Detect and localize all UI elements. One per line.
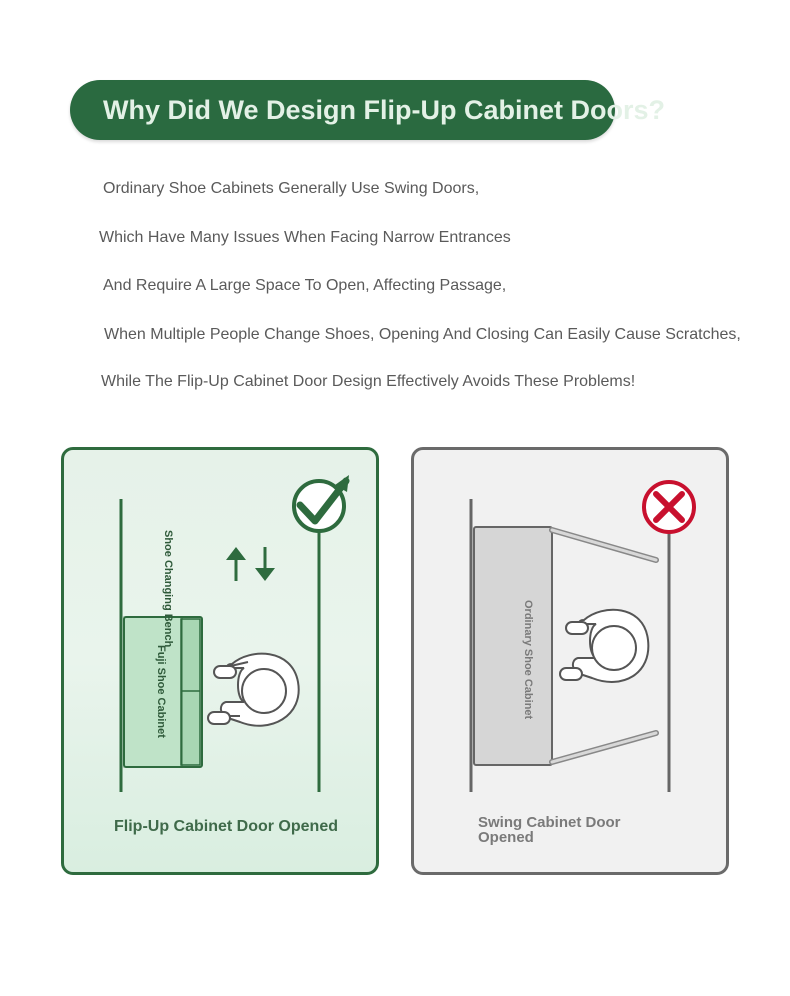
intro-line-2: Which Have Many Issues When Facing Narrow Entrances <box>99 229 511 246</box>
check-icon <box>294 475 349 531</box>
page-title: Why Did We Design Flip-Up Cabinet Doors? <box>103 95 666 125</box>
flip-up-illustration <box>121 475 349 792</box>
cross-icon <box>644 482 694 532</box>
swing-door-illustration <box>471 482 694 792</box>
flip-up-caption: Flip-Up Cabinet Door Opened <box>114 818 338 835</box>
person-icon <box>560 610 648 682</box>
bench-label: Shoe Changing Bench <box>162 530 174 648</box>
flip-arrows-icon <box>226 547 275 581</box>
ordinary-cabinet <box>474 527 552 765</box>
fuji-cabinet-label: Fuji Shoe Cabinet <box>155 645 167 738</box>
ordinary-cabinet-label: Ordinary Shoe Cabinet <box>522 600 534 720</box>
intro-line-1: Ordinary Shoe Cabinets Generally Use Swing Doors, <box>103 180 480 197</box>
intro-line-5: While The Flip-Up Cabinet Door Design Effectively Avoids These Problems! <box>101 373 636 390</box>
flip-door <box>181 619 200 765</box>
swing-door-caption: Swing Cabinet Door Opened <box>478 814 621 846</box>
person-icon <box>208 654 299 726</box>
intro-line-4: When Multiple People Change Shoes, Opening And Closing Can Easily Cause Scratches, <box>104 326 741 343</box>
intro-line-3: And Require A Large Space To Open, Affecting Passage, <box>103 277 507 294</box>
